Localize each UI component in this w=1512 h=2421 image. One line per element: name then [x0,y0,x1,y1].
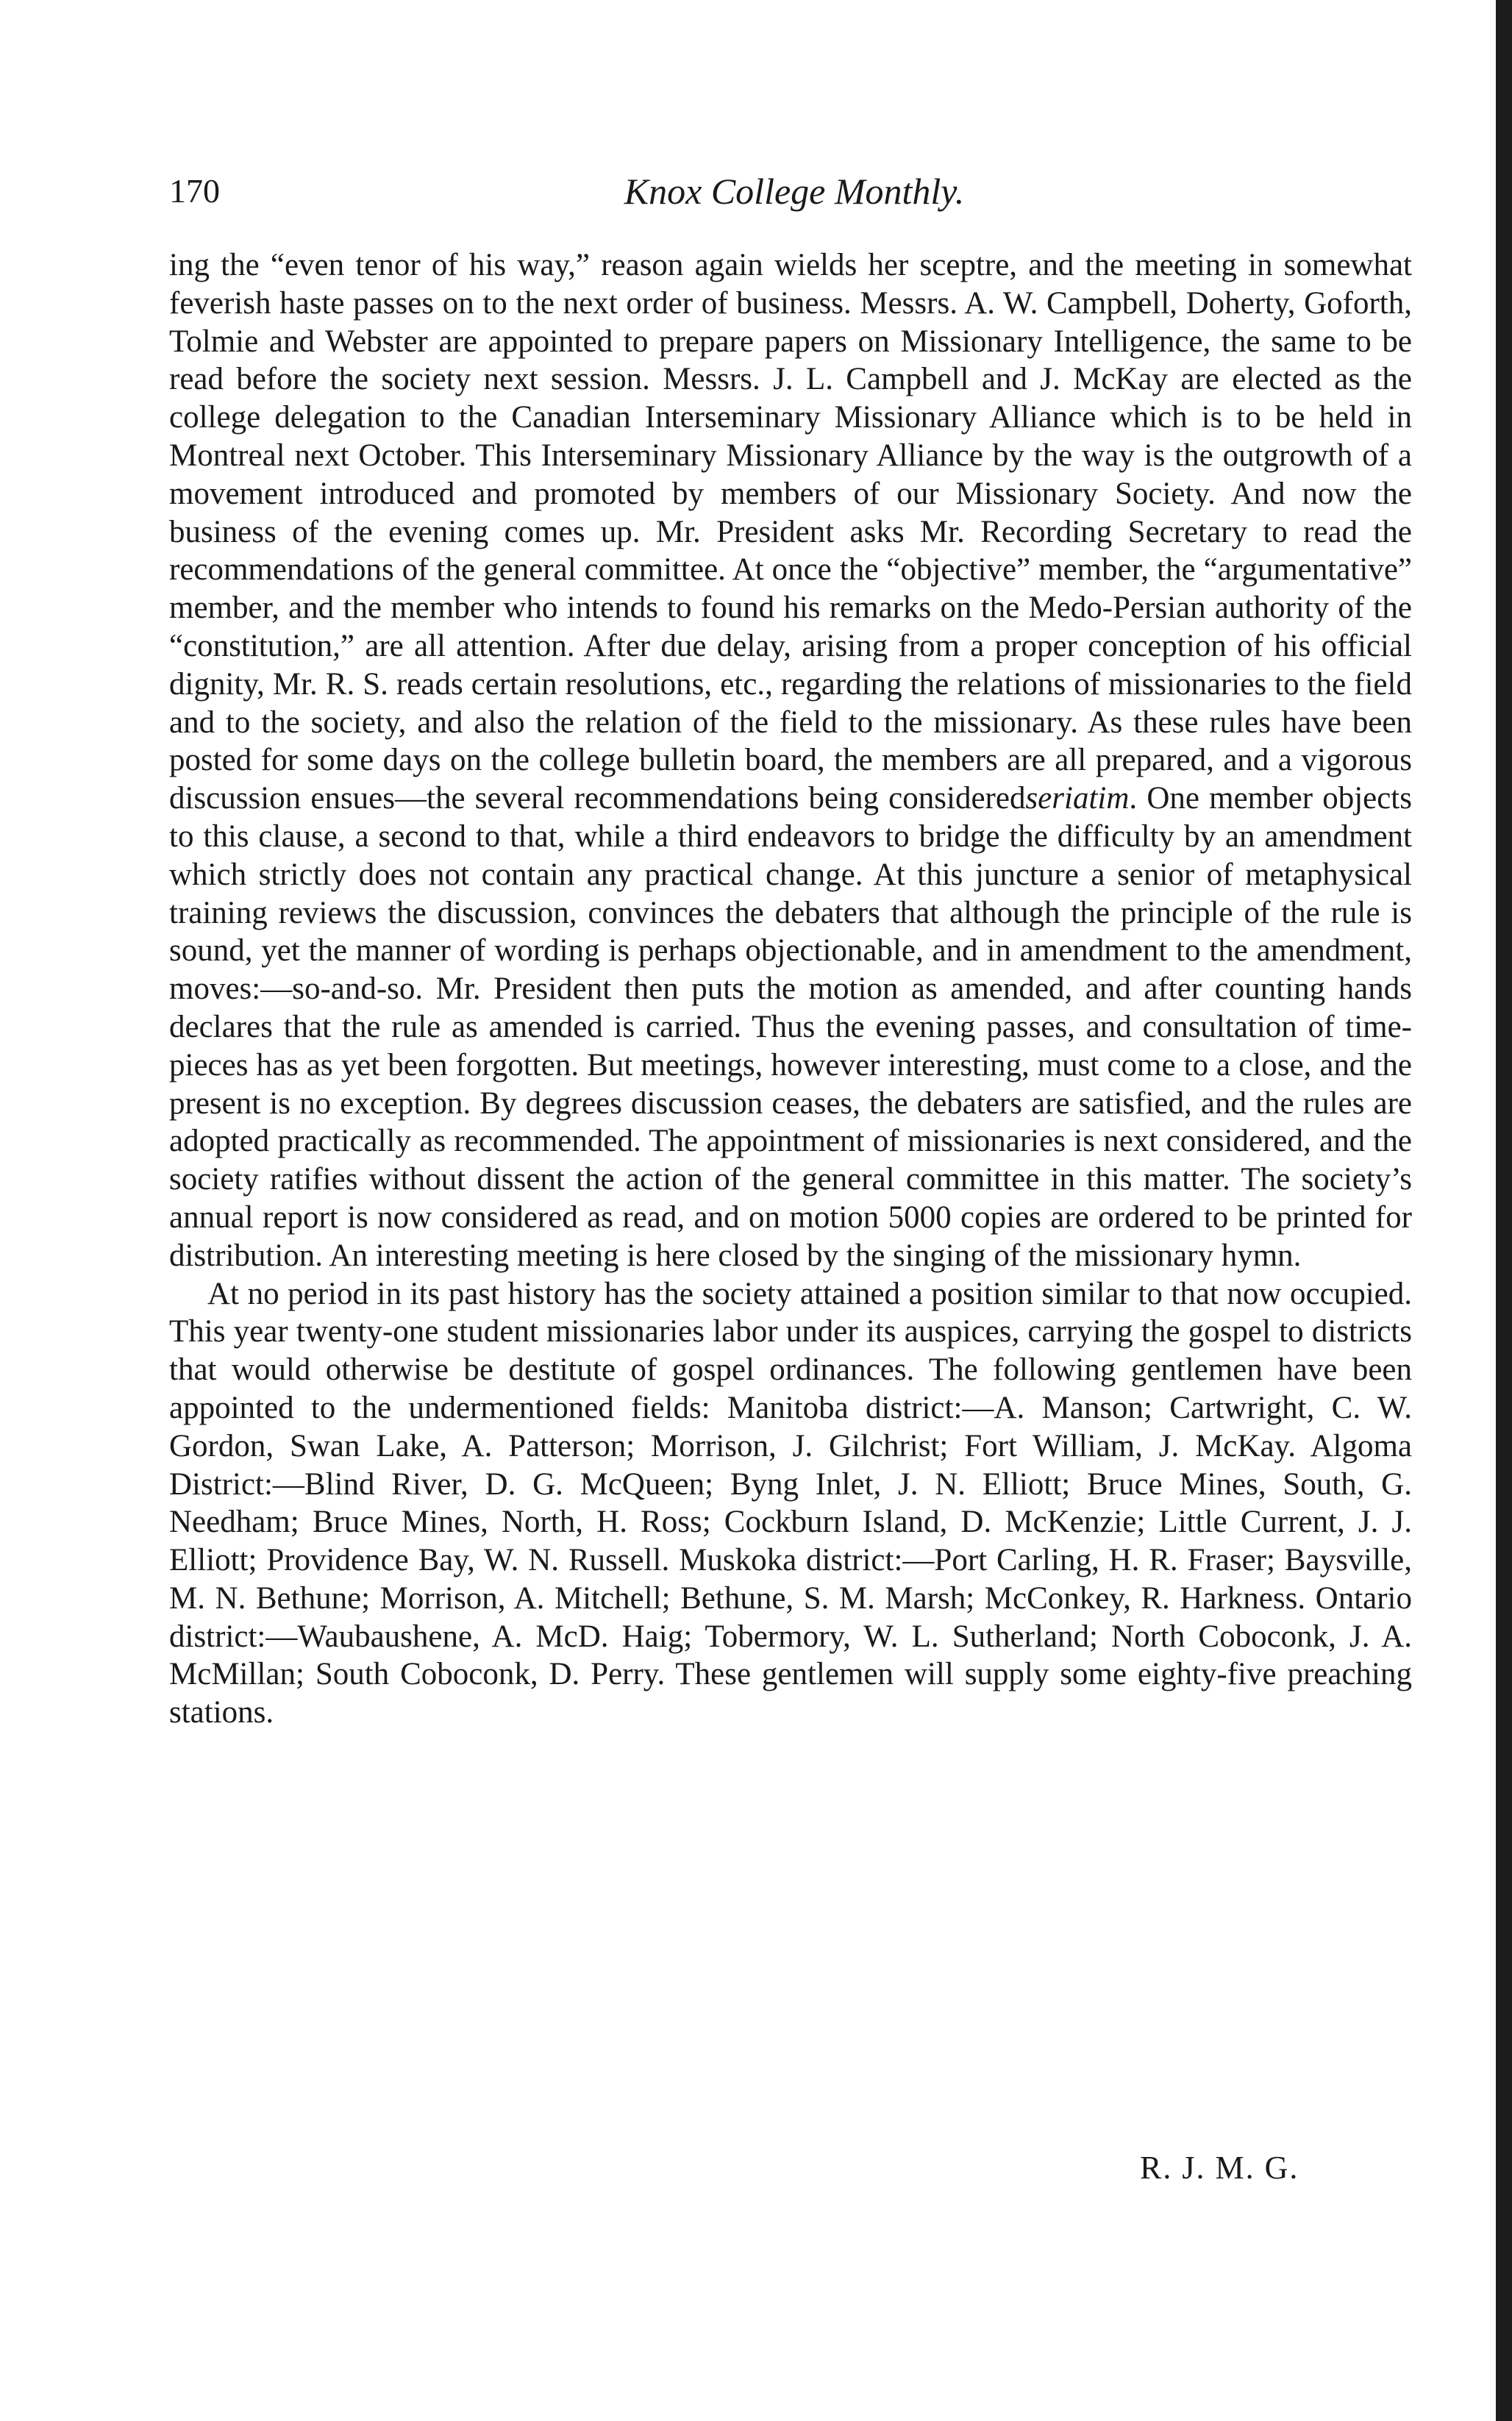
running-head: Knox College Monthly. [624,171,965,212]
paragraph [169,246,1412,1275]
author-signature: R. J. M. G. [1140,2150,1299,2186]
article-body [169,246,1412,1732]
italic-term: seriatim [1025,781,1130,816]
paragraph-text-continued: . One member objects to this clause, a second to that, while a third endeavors to bridge the difficulty by an amendment which strictly does not contain any practical change. At this juncture a senior of metaphysical training reviews the discussion, convinces the debaters that although the principle of the rule is sound, yet the manner of wording is perhaps objectionable, and in amendment to the amendment, moves:—so-and-so. Mr. President then puts the motion as amended, and after counting hands declares that the rule as amended is carried. Thus the evening passes, and consultation of time-pieces has as yet been forgotten. But meetings, however interesting, must come to a close, and the present is no exception. By degrees discussion ceases, the debaters are satisfied, and the rules are adopted practically as recommended. The appointment of missionaries is next considered, and the society ratifies without dissent the action of the general committee in this matter. The society’s annual report is now considered as read, and on motion 5000 copies are ordered to be printed for distribution. An interesting meeting is here closed by the singing of the missionary hymn. [169,781,1412,1273]
paragraph-text: ing the “even tenor of his way,” reason again wields her sceptre, and the meeting in somewhat feverish haste passes on to the next order of business. Messrs. A. W. Campbell, Doherty, Goforth, Tolmie and Webster are appointed to prepare papers on Missionary Intelligence, the same to be read before the society next session. Messrs. J. L. Campbell and J. McKay are elected as the college delegation to the Canadian Interseminary Missionary Alliance which is to be held in Montreal next October. This Interseminary Missionary Alliance by the way is the outgrowth of a movement introduced and promoted by members of our Missionary Society. And now the business of the evening comes up. Mr. President asks Mr. Recording Secretary to read the recommendations of the general committee. At once the “objective” member, the “argumentative” member, and the member who intends to found his remarks on the Medo-Persian authority of the “constitution,” are all attention. After due delay, arising from a proper conception of his official dignity, Mr. R. S. reads certain resolutions, etc., regarding the relations of missionaries to the field and to the society, and also the relation of the field to the missionary. As these rules have been posted for some days on the college bulletin board, the members are all prepared, and a vigorous discussion ensues—the several recommendations being considered [169,248,1412,816]
page-number: 170 [169,172,220,210]
scan-edge [1496,0,1512,2421]
paragraph: At no period in its past history has the society attained a position similar to that now occupied. This year twenty-one student missionaries labor under its auspices, carrying the gospel to districts that would otherwise be destitute of gospel ordinances. The following gentlemen have been appointed to the undermentioned fields: Manitoba district:—A. Manson; Cartwright, C. W. Gordon, Swan Lake, A. Patterson; Morrison, J. Gilchrist; Fort William, J. McKay. Algoma District:—Blind River, D. G. McQueen; Byng Inlet, J. N. Elliott; Bruce Mines, South, G. Needham; Bruce Mines, North, H. Ross; Cockburn Island, D. McKenzie; Little Current, J. J. Elliott; Providence Bay, W. N. Russell. Muskoka district:—Port Carling, H. R. Fraser; Baysville, M. N. Bethune; Morrison, A. Mitchell; Bethune, S. M. Marsh; McConkey, R. Harkness. Ontario district:—Waubaushene, A. McD. Haig; Tobermory, W. L. Sutherland; North Coboconk, J. A. McMillan; South Coboconk, D. Perry. These gentlemen will supply some eighty-five preaching stations. [169,1276,1412,1730]
page-header [169,169,1419,228]
